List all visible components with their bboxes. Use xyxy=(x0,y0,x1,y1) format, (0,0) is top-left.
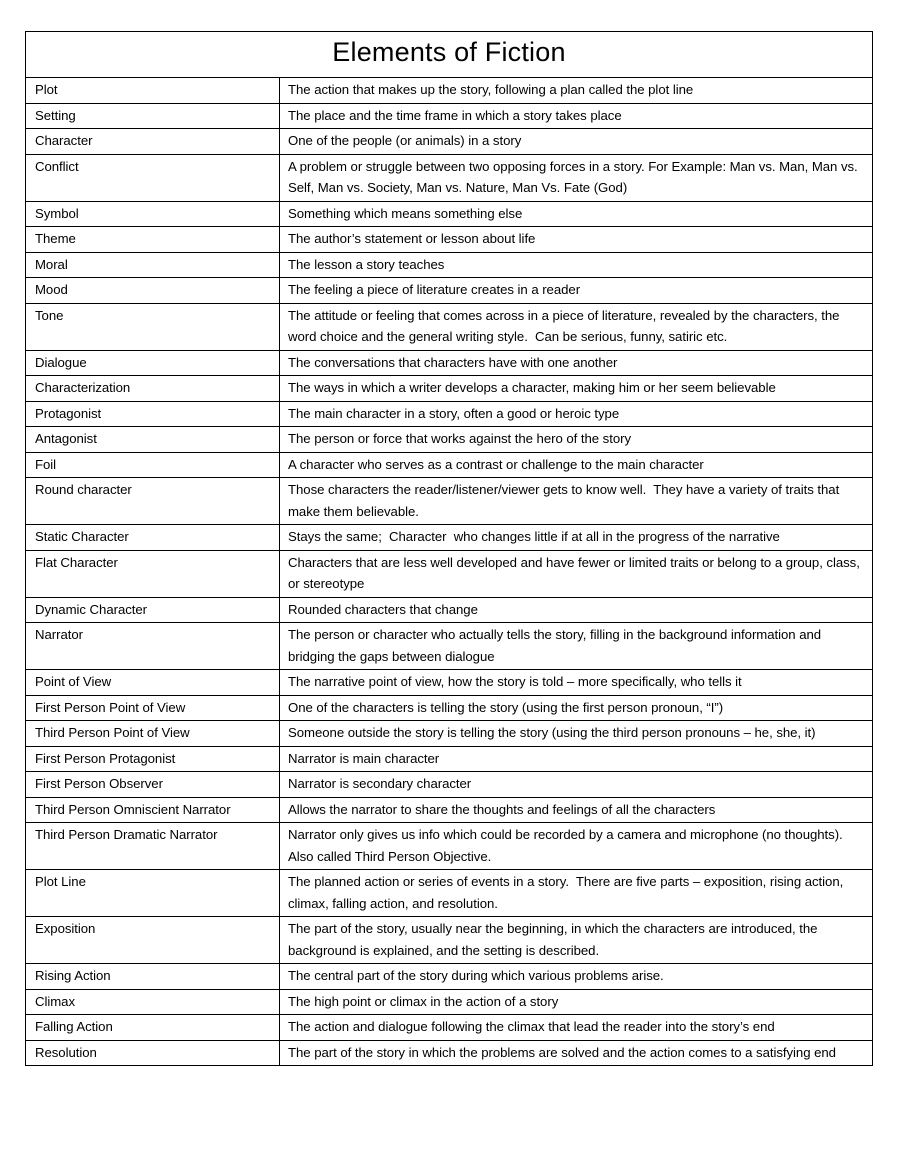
table-title-row xyxy=(26,32,873,78)
definition-cell: The action and dialogue following the climax that lead the reader into the story’s end xyxy=(280,1015,873,1041)
definition-cell: Stays the same; Character who changes little if at all in the progress of the narrative xyxy=(280,525,873,551)
table-row xyxy=(26,623,873,670)
table-row xyxy=(26,103,873,129)
table-row xyxy=(26,227,873,253)
term-cell: Tone xyxy=(26,303,280,350)
term-cell: Setting xyxy=(26,103,280,129)
term-cell: Narrator xyxy=(26,623,280,670)
term-cell: Round character xyxy=(26,478,280,525)
definition-cell: The place and the time frame in which a story takes place xyxy=(280,103,873,129)
definition-cell: The attitude or feeling that comes across in a piece of literature, revealed by the characters, the word choice and the general writing style. Can be serious, funny, satiric etc. xyxy=(280,303,873,350)
term-cell: Protagonist xyxy=(26,401,280,427)
table-row xyxy=(26,129,873,155)
table-row xyxy=(26,401,873,427)
table-row xyxy=(26,917,873,964)
definition-cell: The central part of the story during which various problems arise. xyxy=(280,964,873,990)
elements-of-fiction-table xyxy=(25,31,873,1066)
term-cell: Third Person Point of View xyxy=(26,721,280,747)
table-row xyxy=(26,964,873,990)
term-cell: Plot Line xyxy=(26,870,280,917)
table-row xyxy=(26,376,873,402)
table-row xyxy=(26,478,873,525)
table-row xyxy=(26,1015,873,1041)
definition-cell: Narrator only gives us info which could be recorded by a camera and microphone (no thoughts). Also called Third Person Objective. xyxy=(280,823,873,870)
definition-cell: The lesson a story teaches xyxy=(280,252,873,278)
definition-cell: One of the people (or animals) in a story xyxy=(280,129,873,155)
term-cell: Moral xyxy=(26,252,280,278)
table-row xyxy=(26,303,873,350)
term-cell: Dialogue xyxy=(26,350,280,376)
definition-cell: The planned action or series of events in a story. There are five parts – exposition, rising action, climax, falling action, and resolution. xyxy=(280,870,873,917)
term-cell: First Person Point of View xyxy=(26,695,280,721)
table-body xyxy=(26,32,873,1066)
table-row xyxy=(26,525,873,551)
term-cell: Third Person Dramatic Narrator xyxy=(26,823,280,870)
term-cell: Climax xyxy=(26,989,280,1015)
table-row xyxy=(26,252,873,278)
definition-cell: The ways in which a writer develops a character, making him or her seem believable xyxy=(280,376,873,402)
term-cell: Resolution xyxy=(26,1040,280,1066)
table-row xyxy=(26,797,873,823)
term-cell: Third Person Omniscient Narrator xyxy=(26,797,280,823)
term-cell: First Person Protagonist xyxy=(26,746,280,772)
page-title: Elements of Fiction xyxy=(26,32,873,78)
definition-cell: The conversations that characters have with one another xyxy=(280,350,873,376)
term-cell: Conflict xyxy=(26,154,280,201)
table-row xyxy=(26,746,873,772)
table-row xyxy=(26,427,873,453)
term-cell: Dynamic Character xyxy=(26,597,280,623)
term-cell: Symbol xyxy=(26,201,280,227)
term-cell: Characterization xyxy=(26,376,280,402)
definition-cell: The author’s statement or lesson about life xyxy=(280,227,873,253)
definition-cell: The part of the story, usually near the beginning, in which the characters are introduced, the background is explained, and the setting is described. xyxy=(280,917,873,964)
definition-cell: The part of the story in which the problems are solved and the action comes to a satisfying end xyxy=(280,1040,873,1066)
term-cell: Mood xyxy=(26,278,280,304)
definition-cell: The main character in a story, often a good or heroic type xyxy=(280,401,873,427)
definition-cell: A problem or struggle between two opposing forces in a story. For Example: Man vs. Man, Man vs. Self, Man vs. Society, Man vs. Nature, Man Vs. Fate (God) xyxy=(280,154,873,201)
definition-cell: The high point or climax in the action of a story xyxy=(280,989,873,1015)
term-cell: Exposition xyxy=(26,917,280,964)
table-row xyxy=(26,350,873,376)
term-cell: Falling Action xyxy=(26,1015,280,1041)
table-row xyxy=(26,597,873,623)
term-cell: Rising Action xyxy=(26,964,280,990)
term-cell: Theme xyxy=(26,227,280,253)
table-row xyxy=(26,278,873,304)
table-row xyxy=(26,870,873,917)
table-row xyxy=(26,670,873,696)
term-cell: Character xyxy=(26,129,280,155)
term-cell: Flat Character xyxy=(26,550,280,597)
term-cell: Point of View xyxy=(26,670,280,696)
term-cell: First Person Observer xyxy=(26,772,280,798)
definition-cell: The feeling a piece of literature creates in a reader xyxy=(280,278,873,304)
table-row xyxy=(26,695,873,721)
definition-cell: A character who serves as a contrast or challenge to the main character xyxy=(280,452,873,478)
definition-cell: The person or character who actually tells the story, filling in the background information and bridging the gaps between dialogue xyxy=(280,623,873,670)
definition-cell: The person or force that works against the hero of the story xyxy=(280,427,873,453)
table-row xyxy=(26,721,873,747)
definition-cell: One of the characters is telling the story (using the first person pronoun, “I”) xyxy=(280,695,873,721)
table-row xyxy=(26,452,873,478)
definition-cell: The action that makes up the story, following a plan called the plot line xyxy=(280,78,873,104)
definition-cell: Allows the narrator to share the thoughts and feelings of all the characters xyxy=(280,797,873,823)
table-row xyxy=(26,989,873,1015)
definition-cell: Something which means something else xyxy=(280,201,873,227)
definition-cell: Those characters the reader/listener/viewer gets to know well. They have a variety of traits that make them believable. xyxy=(280,478,873,525)
definition-cell: Someone outside the story is telling the story (using the third person pronouns – he, she, it) xyxy=(280,721,873,747)
definition-cell: Rounded characters that change xyxy=(280,597,873,623)
term-cell: Plot xyxy=(26,78,280,104)
table-row xyxy=(26,550,873,597)
table-row xyxy=(26,78,873,104)
table-row xyxy=(26,823,873,870)
term-cell: Antagonist xyxy=(26,427,280,453)
definition-cell: Characters that are less well developed and have fewer or limited traits or belong to a group, class, or stereotype xyxy=(280,550,873,597)
definition-cell: Narrator is main character xyxy=(280,746,873,772)
table-row xyxy=(26,154,873,201)
table-row xyxy=(26,1040,873,1066)
definition-cell: Narrator is secondary character xyxy=(280,772,873,798)
definition-cell: The narrative point of view, how the story is told – more specifically, who tells it xyxy=(280,670,873,696)
table-row xyxy=(26,201,873,227)
table-row xyxy=(26,772,873,798)
term-cell: Static Character xyxy=(26,525,280,551)
term-cell: Foil xyxy=(26,452,280,478)
